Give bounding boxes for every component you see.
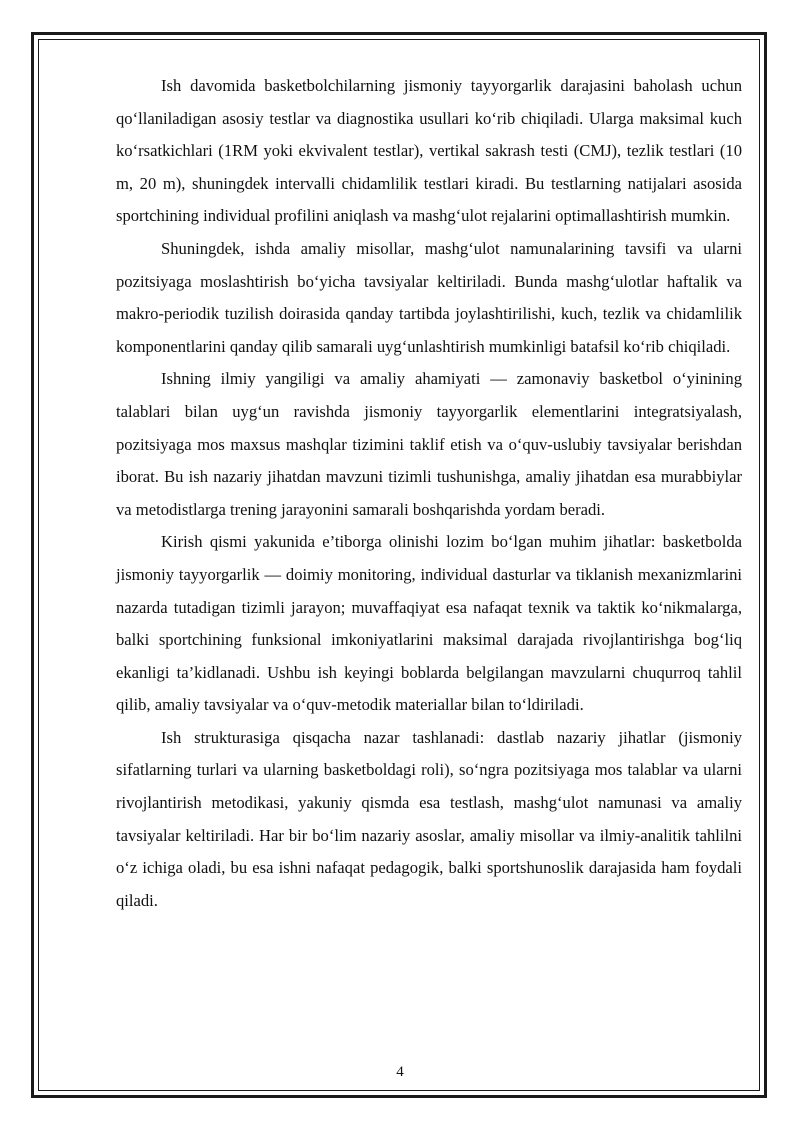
paragraph-work-structure: Ish strukturasiga qisqacha nazar tashlanadi: dastlab nazariy jihatlar (jismoniy sifatlarning turlari va ularning basketboldagi roli), so‘ngra pozitsiyaga mos talablar va ularni rivojlantirish metodikasi, yakuniy qismda esa testlash, mashg‘ulot namunasi va amaliy tavsiyalar keltiriladi. Har bir bo‘lim nazariy asoslar, amaliy misollar va ilmiy-analitik tahlilni o‘z ichiga oladi, bu esa ishni nafaqat pedagogik, balki sportshunoslik darajasida ham foydali qiladi.	[116, 727, 742, 910]
paragraph-testing-methods: Ish davomida basketbolchilarning jismoniy tayyorgarlik darajasini baholash uchun qo‘llaniladigan asosiy testlar va diagnostika usullari ko‘rib chiqiladi. Ularga maksimal kuch ko‘rsatkichlari (1RM yoki ekvivalent testlar), vertikal sakrash testi (CMJ), tezlik testlari (10 m, 20 m), shuningdek intervalli chidamlilik testlari kiradi. Bu testlarning natijalari asosida sportchining individual profilini aniqlash va mashg‘ulot rejalarini optimallashtirish mumkin.	[116, 76, 742, 226]
paragraph-scientific-novelty: Ishning ilmiy yangiligi va amaliy ahamiyati — zamonaviy basketbol o‘yinining talablari bilan uyg‘un ravishda jismoniy tayyorgarlik elementlarini integratsiyalash, pozitsiyaga mos maxsus mashqlar tizimini taklif etish va o‘quv-uslubiy tavsiyalar berishdan iborat. Bu ish nazariy jihatdan mavzuni tizimli tushunishga, amaliy jihatdan esa murabbiylar va metodistlarga trening jarayonini samarali boshqarishda yordam beradi.	[116, 369, 742, 519]
paragraph-practical-examples: Shuningdek, ishda amaliy misollar, mashg‘ulot namunalarining tavsifi va ularni pozitsiyaga moslashtirish bo‘yicha tavsiyalar keltiriladi. Bunda mashg‘ulotlar haftalik va makro-periodik tuzilish doirasida qanday tartibda joylashtirilishi, kuch, tezlik va chidamlilik komponentlarini qanday qilib samarali uyg‘unlashtirish mumkinligi batafsil ko‘rib chiqiladi.	[116, 238, 742, 356]
page-number: 4	[396, 1064, 404, 1080]
document-body	[116, 70, 742, 917]
paragraph-introduction-conclusion: Kirish qismi yakunida e’tiborga olinishi lozim bo‘lgan muhim jihatlar: basketbolda jismoniy tayyorgarlik — doimiy monitoring, individual dasturlar va tiklanish mexanizmlarini nazarda tutadigan tizimli jarayon; muvaffaqiyat esa nafaqat texnik va taktik ko‘nikmalarga, balki sportchining funksional imkoniyatlarini maksimal darajada rivojlantirishga bog‘liq ekanligi ta’kidlanadi. Ushbu ish keyingi boblarda belgilangan mavzularni chuqurroq tahlil qilib, amaliy tavsiyalar va o‘quv-metodik materiallar bilan to‘ldiriladi.	[116, 532, 742, 715]
